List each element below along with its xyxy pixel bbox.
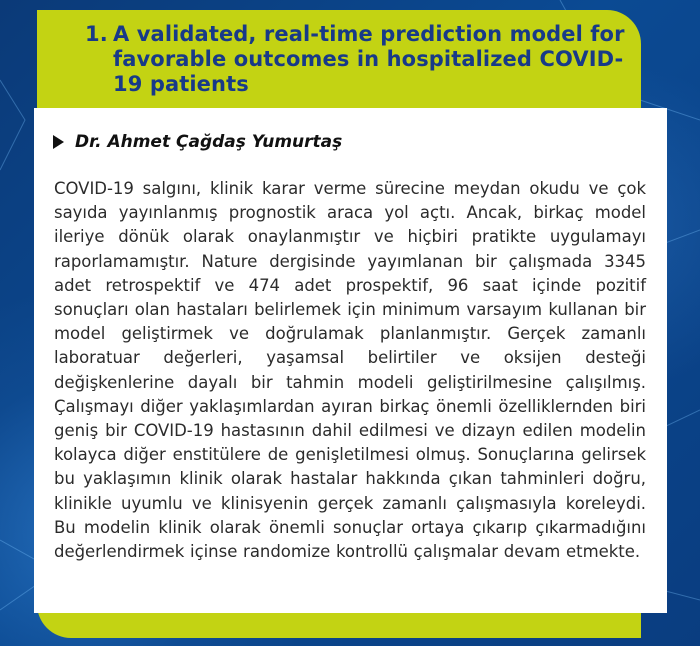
author-name: Dr. Ahmet Çağdaş Yumurtaş [75,132,343,152]
article-title-text: A validated, real-time prediction model for favorable outcomes in hospitalized COVID-19 patients [113,22,625,96]
triangle-right-icon [53,135,64,149]
article-title [85,22,645,97]
article-number: 1. [85,22,108,46]
article-body: COVID-19 salgını, klinik karar verme sürecine meydan okudu ve çok sayıda yayınlanmış prognostik araca yol açtı. Ancak, birkaç model ileriye dönük olarak onaylanmıştır ve hiçbiri pratikte uygulamayı raporlamamıştır. Nature dergisinde yayımlanan bir çalışmada 3345 adet retrospektif ve 474 adet prospektif, 96 saat içinde pozitif sonuçları olan hastaları belirlemek için minimum varsayım kullanan bir model geliştirmek ve doğrulamak planlanmıştır. Gerçek zamanlı laboratuar değerleri, yaşamsal belirtiler ve oksijen desteği değişkenlerine dayalı bir tahmin modeli geliştirilmesine çalışılmış. Çalışmayı diğer yaklaşımlardan ayıran birkaç önemli özelliklernden biri geniş bir COVID-19 hastasının dahil edilmesi ve dizayn edilen modelin kolayca diğer enstitülere de genişletilmesi olmuş. Sonuçlarına gelirsek bu yaklaşımın klinik olarak hastalar hakkında çıkan tahminleri doğru, klinikle uyumlu ve klinisyenin gerçek zamanlı çalışmasıyla koreleydi. Bu modelin klinik olarak önemli sonuçlar ortaya çıkarıp çıkarmadığını değerlendirmek içinse randomize kontrollü çalışmalar devam etmekte. [54,179,646,562]
author-row [53,131,342,153]
article-content-card [34,108,667,613]
